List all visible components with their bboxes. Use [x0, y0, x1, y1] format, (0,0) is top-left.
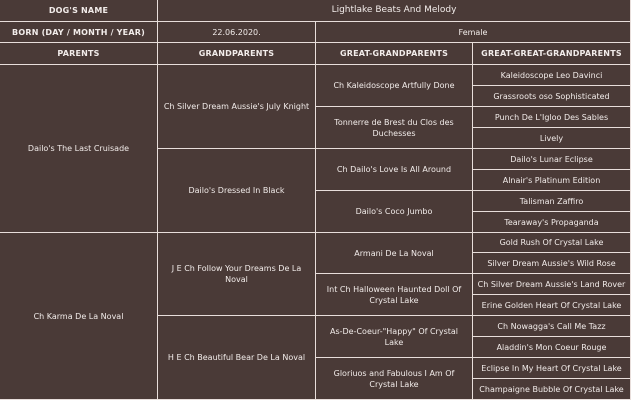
parent-sire: Dailo's The Last Cruisade	[0, 65, 158, 233]
dog-sex: Female	[316, 22, 631, 43]
great-great-grandparent-6: Alnair's Platinum Edition	[473, 170, 631, 191]
born-label: BORN (DAY / MONTH / YEAR)	[0, 22, 158, 43]
great-great-grandparent-16: Champaigne Bubble Of Crystal Lake	[473, 379, 631, 400]
great-great-grandparent-10: Silver Dream Aussie's Wild Rose	[473, 253, 631, 274]
grandparent-1: Ch Silver Dream Aussie's July Knight	[158, 65, 316, 149]
great-great-grandparent-8: Tearaway's Propaganda	[473, 212, 631, 233]
great-grandparent-3: Ch Dailo's Love Is All Around	[316, 149, 473, 191]
great-grandparent-1: Ch Kaleidoscope Artfully Done	[316, 65, 473, 107]
great-grandparent-8: Gloriuos and Fabulous I Am Of Crystal Lake	[316, 358, 473, 400]
great-great-grandparent-11: Ch Silver Dream Aussie's Land Rover	[473, 274, 631, 295]
great-great-grandparent-7: Talisman Zaffiro	[473, 191, 631, 212]
great-great-grandparent-15: Eclipse In My Heart Of Crystal Lake	[473, 358, 631, 379]
col-header-grandparents: GRANDPARENTS	[158, 43, 316, 65]
great-grandparent-4: Dailo's Coco Jumbo	[316, 191, 473, 233]
grandparent-2: Dailo's Dressed In Black	[158, 149, 316, 233]
great-great-grandparent-13: Ch Nowagga's Call Me Tazz	[473, 316, 631, 337]
col-header-great-great-grandparents: GREAT-GREAT-GRANDPARENTS	[473, 43, 631, 65]
dog-name: Lightlake Beats And Melody	[158, 0, 631, 22]
great-great-grandparent-2: Grassroots oso Sophisticated	[473, 86, 631, 107]
col-header-parents: PARENTS	[0, 43, 158, 65]
dog-name-label: DOG'S NAME	[0, 0, 158, 22]
great-grandparent-2: Tonnerre de Brest du Clos des Duchesses	[316, 107, 473, 149]
great-grandparent-5: Armani De La Noval	[316, 233, 473, 274]
great-great-grandparent-14: Aladdin's Mon Coeur Rouge	[473, 337, 631, 358]
grandparent-3: J E Ch Follow Your Dreams De La Noval	[158, 233, 316, 316]
parent-dam: Ch Karma De La Noval	[0, 233, 158, 400]
great-great-grandparent-3: Punch De L'Igloo Des Sables	[473, 107, 631, 128]
grandparent-4: H E Ch Beautiful Bear De La Noval	[158, 316, 316, 400]
great-grandparent-6: Int Ch Halloween Haunted Doll Of Crystal Lake	[316, 274, 473, 316]
great-great-grandparent-5: Dailo's Lunar Eclipse	[473, 149, 631, 170]
born-date: 22.06.2020.	[158, 22, 316, 43]
great-grandparent-7: As-De-Coeur-"Happy" Of Crystal Lake	[316, 316, 473, 358]
great-great-grandparent-4: Lively	[473, 128, 631, 149]
great-great-grandparent-9: Gold Rush Of Crystal Lake	[473, 233, 631, 253]
great-great-grandparent-12: Erine Golden Heart Of Crystal Lake	[473, 295, 631, 316]
col-header-great-grandparents: GREAT-GRANDPARENTS	[316, 43, 473, 65]
great-great-grandparent-1: Kaleidoscope Leo Davinci	[473, 65, 631, 86]
